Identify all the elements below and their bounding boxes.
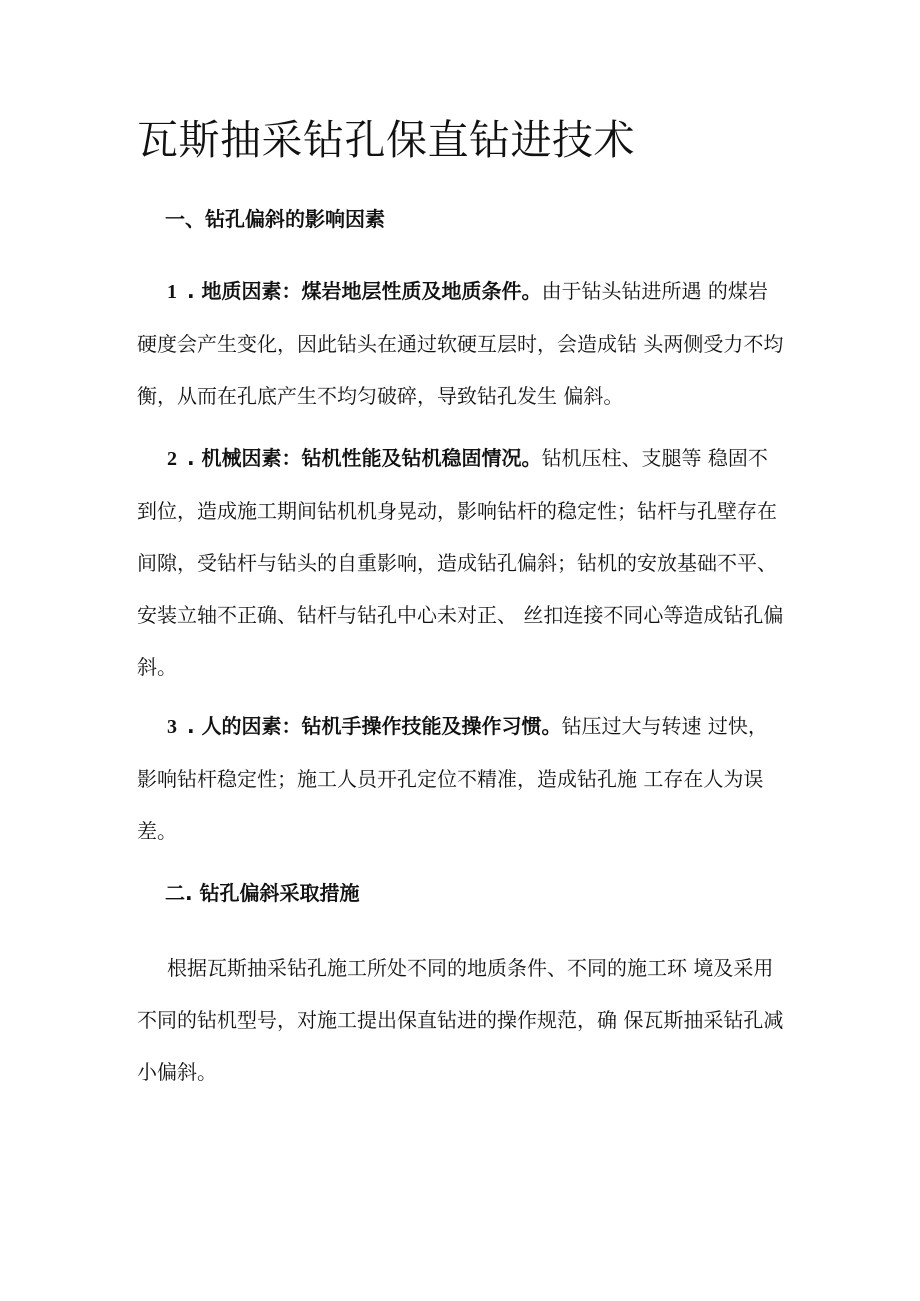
section-1-heading: 一、钻孔偏斜的影响因素 (165, 207, 385, 231)
document-title: 瓦斯抽采钻孔保直钻进技术 (137, 116, 635, 164)
section-1-item-2 (137, 432, 787, 693)
section-2-paragraph: 根据瓦斯抽采钻孔施工所处不同的地质条件、不同的施工环 境及采用不同的钻机型号，对施工提出保直钻进的操作规范，确 保瓦斯抽采钻孔减小偏斜。 (137, 956, 784, 1084)
item-2-text: 钻机压柱、支腿等 稳固不到位，造成施工期间钻机机身晃动，影响钻杆的稳定性；钻杆与孔壁存在间隙，受钻杆与钻头的自重影响，造成钻孔偏斜；钻机的安放基础不平、安装立轴不正确、钻杆与钻孔中心未对正、 丝扣连接不同心等造成钻孔偏斜。 (137, 446, 784, 679)
section-1-item-1 (137, 265, 787, 422)
item-2-number: 2 (167, 448, 177, 470)
item-3-number: 3 (167, 716, 177, 738)
item-1-text: 由于钻头钻进所遇 的煤岩硬度会产生变化，因此钻头在通过软硬互层时，会造成钻 头两侧受力不均衡，从而在孔底产生不均匀破碎，导致钻孔发生 偏斜。 (137, 279, 784, 408)
item-1-number: 1 (167, 281, 177, 303)
section-1-item-3 (137, 700, 787, 857)
item-3-text: 钻压过大与转速 过快，影响钻杆稳定性；施工人员开孔定位不精准，造成钻孔施 工存在人为误差。 (137, 714, 768, 843)
item-3-lead: . 人的因素：钻机手操作技能及操作习惯。 (187, 714, 562, 738)
section-2-heading: 二. 钻孔偏斜采取措施 (165, 881, 360, 905)
item-2-lead: . 机械因素：钻机性能及钻机稳固情况。 (187, 446, 542, 470)
item-1-lead: . 地质因素：煤岩地层性质及地质条件。 (187, 279, 542, 303)
